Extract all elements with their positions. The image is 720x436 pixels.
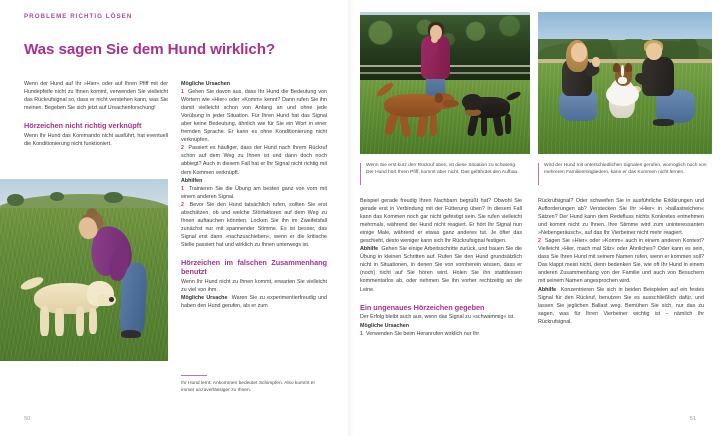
photo-brown-dog-leg — [430, 114, 438, 135]
photo-tree — [7, 194, 24, 207]
list-number: 2 — [181, 201, 184, 208]
subheading-moegliche-ursachen: Mögliche Ursachen — [360, 322, 409, 329]
context-body: Wenn Ihr Hund nicht zu Ihnen kommt, erwarten Sie vielleicht zu viel von ihm. — [181, 279, 327, 294]
vague-body: Der Erfolg bleibt auch aus, wenn das Signal zu »schwammig« ist. — [360, 314, 515, 321]
cause-one-text: Gehen Sie davon aus, dass Ihr Hund die Bedeutung von Wörtern wie »Hier« oder »Komm« kennt? Dann rufen Sie ihn damit vielleicht schon von Anfang an und ohne jede Vorübung in jeder Situation. Für Ihren Hund hat das Signal aber keine Bedeutung, ähnlich wie für Sie ein Wort in einer fremden Sprache. Er kann es ohne Konditionierung nicht verknüpfen. — [181, 89, 327, 144]
left-column-two — [181, 80, 327, 310]
cause-two-text: Sagen Sie »Hier« oder »Komm« auch in einem anderen Kontext? Vielleicht »Hier, mach mal Sitz« oder Ähnliches? Oder kann es sein, dass Sie Ihren Hund mit seinem Namen rufen, wenn er kommen soll? Das klappt meist nicht, denn bedenken Sie, wie oft Ihr Hund in einem anderen Zusammenhang von der Familie und auch von Besuchern mit seinem Namen angesprochen wird. — [538, 238, 704, 285]
heading-body: Wenn Ihr Hund das Kommando nicht ausführt, hat eventuell die Konditionierung nicht funktioniert. — [24, 133, 168, 148]
photo-sheltie-snout — [618, 77, 627, 84]
photo-woman-with-labrador — [0, 179, 168, 361]
photo-dog-nose — [109, 297, 114, 301]
runin-moegliche-ursache: Mögliche Ursache — [181, 295, 228, 302]
photo-dog-leg — [55, 308, 63, 335]
page-title: Was sagen Sie dem Hund wirklich? — [24, 41, 276, 58]
heading-ungenaues-hoerzeichen: Ein ungenaues Hörzeichen gegeben — [360, 302, 485, 312]
photo-woman-hand-signal — [592, 57, 600, 67]
subheading-abhilfen: Abhilfen — [181, 177, 203, 184]
photo-couple-with-sheltie — [538, 12, 712, 154]
photo-brown-dog-muzzle — [443, 100, 458, 107]
remedy-two-text: Bevor Sie den Hund tatsächlich rufen, sollten Sie erst abschätzen, ob und welche Störfaktoren auf dem Weg zu Ihnen auftauchen könnten. Locken Sie ihn im Zweifelsfall zunächst nur mit spannender Stimme. Es ist besser, das Signal erst dann »nachzuschieben«, wenn er die kritische Stelle passiert hat und wirklich zu Ihnen unterwegs ist. — [181, 201, 327, 248]
photo-dog-leg — [89, 308, 97, 333]
list-number: 2 — [538, 238, 541, 245]
remedy-text: Konzentrieren Sie sich in beiden Beispielen auf ein festes Signal für den Rückruf, benutzen Sie es ausschließlich dafür, und lassen Sie jeglichen Ballast weg. Bemühen Sie sich, nur das zu sagen, was für Ihren Vierbeiner wichtig ist – nämlich Ihr Rückrufsignal. — [538, 286, 704, 325]
remedy-text: Gehen Sie einige Arbeitsschritte zurück, und bauen Sie die Übung in kleinen Schritten auf. Rufen Sie den Hund grundsätzlich nicht in Situationen, in denen Sie von vornherein wissen, dass er (noch) nicht auf Sie hören wird. Holen Sie ihn stattdessen kommentarlos ab, oder nehmen Sie ihn vorher rechtzeitig an die Leine. — [360, 246, 522, 293]
heading-hoerzeichen-verknuepft: Hörzeichen nicht richtig verknüpft — [24, 121, 142, 131]
context-runin-text: Waren Sie zu experimentierfreudig und haben den Hund gerufen, als er zum — [181, 295, 327, 310]
right-column-one — [360, 197, 522, 338]
list-number: 1 — [181, 185, 184, 192]
photo-woman-head — [571, 43, 587, 61]
subheading-moegliche-ursachen: Mögliche Ursachen — [181, 81, 230, 87]
page-left — [0, 0, 352, 436]
right-column-two — [538, 197, 704, 326]
photo-sheltie-ear — [613, 63, 620, 72]
photo-woman-shoe — [121, 330, 141, 338]
list-number: 2 — [181, 145, 184, 152]
caption-left-photo: Ihr Hund lernt: Ankommen bedeutet Schimpfen. Also kommt er immer unzuverlässiger zu Ihnen. — [181, 375, 327, 395]
page-right — [352, 0, 720, 436]
left-column-one — [24, 80, 168, 148]
list-number: 1 — [181, 89, 184, 96]
caption-photo-two: Wird der Hund mit unterschiedlichen Signalen gerufen, womöglich noch von mehreren Familienmitgliedern, kann er das Kommen nicht lernen. — [538, 162, 710, 177]
photo-man-head — [646, 43, 662, 60]
list-number: 1 — [360, 330, 363, 337]
intro-paragraph: Wenn der Hund auf Ihr »Hier« oder auf Ihren Pfiff mit der Hundepfeife nicht zu Ihnen kommt, verwenden Sie vielleicht das Rückrufsignal so, dass er nicht verstehen kann, was Sie meinen. Begeben Sie sich jetzt auf Ursachenforschung! — [24, 81, 168, 112]
photo-black-dog-leg — [505, 114, 512, 134]
page-number-left: 50 — [24, 416, 31, 422]
caption-photo-one: Wenn Sie erst kurz den Rückruf üben, ist diese Situation zu schwierig. Der Hund hört Ihren Pfiff, kommt aber nicht. Das gefährdet den Aufbau. — [360, 162, 524, 177]
cause-one-continued: Rückrufsignal? Oder schweifen Sie in ausführliche Erklärungen und Aufforderungen ab? Verstecken Sie Ihr »Hier« in »ballastreichen« Sätzen? Der Hund kann dem Redefluss nichts Konkretes entnehmen und kommt nicht zu Ihnen. Ihre Stimme wird zum uninteressanten »Nebengeräusch«, auf das Ihr Vierbeiner nicht mehr reagiert. — [538, 198, 704, 237]
running-head-kicker: PROBLEME RICHTIG LÖSEN — [24, 13, 133, 20]
photo-tree — [104, 192, 122, 203]
cause-one-text: Verwenden Sie beim Heranrufen wirklich nur Ihr — [365, 330, 480, 337]
runin-abhilfe: Abhilfe — [538, 286, 557, 293]
runin-abhilfe: Abhilfe — [360, 246, 379, 253]
photo-tree — [50, 192, 63, 201]
photo-sheltie-ear — [625, 63, 632, 72]
photo-dog-leg — [76, 306, 84, 335]
cause-two-text: Passiert es häufiger, dass der Hund nach Ihrem Rückruf schon auf dem Weg zu Ihnen ist und dann doch noch abbiegt? Auch in diesem Fall hat er Ihr Signal nicht richtig mit dem Kommen verknüpft. — [181, 145, 327, 176]
page-number-right: 51 — [689, 416, 696, 422]
photo-dog-leg — [40, 306, 48, 335]
photo-woman-whistling-two-dogs — [360, 12, 530, 154]
photo-black-dog-head — [462, 94, 482, 110]
photo-man-shoe — [653, 119, 674, 126]
remedy-one-text: Trainieren Sie die Übung am besten ganz von vorn mit einem anderen Signal. — [181, 185, 328, 200]
heading-falscher-zusammenhang: Hörzeichen im falschen Zusammenhang benutzt — [181, 257, 327, 277]
photo-sheltie-mane — [606, 83, 639, 106]
photo-sheltie-blaze — [621, 65, 624, 78]
continued-paragraph: Beispiel gerade freudig Ihren Nachbarn begrüßt hat? Obwohl Sie gerade erst in Verbindung mit der Fütterung üben? In diesem Fall kann das Kommen noch gar nicht gefestigt sein. Sie rufen vielleicht mehrmals, während der Hund nicht reagiert. Er hört Ihr Signal nun einige Male, während er etwas ganz anderes tut. Je öfter das geschieht, desto weniger kann sich Ihr Rückrufsignal festigen. — [360, 198, 522, 245]
